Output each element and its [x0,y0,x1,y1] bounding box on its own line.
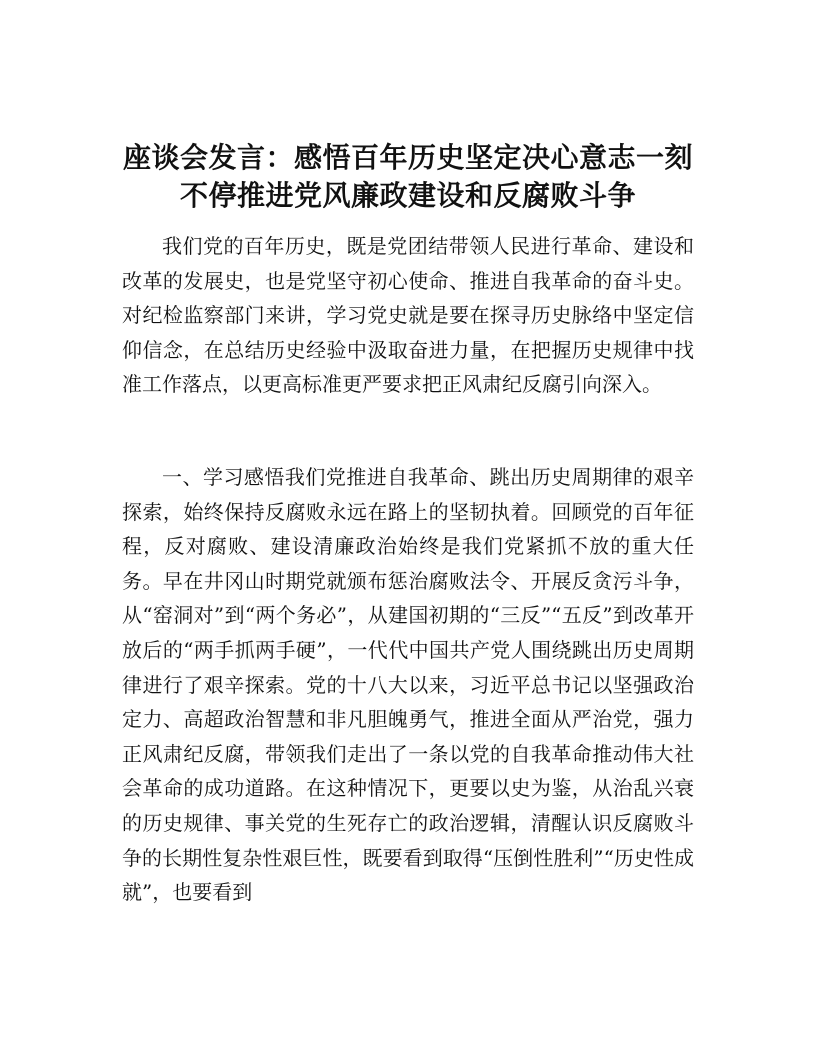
document-title [100,139,716,215]
paragraph-section-1: 一、学习感悟我们党推进自我革命、跳出历史周期律的艰辛探索，始终保持反腐败永远在路上的坚韧执着。回顾党的百年征程，反对腐败、建设清廉政治始终是我们党紧抓不放的重大任务。早在井冈山时期党就颁布惩治腐败法令、开展反贪污斗争，从“窑洞对”到“两个务必”，从建国初期的“三反”“五反”到改革开放后的“两手抓两手硬”，一代代中国共产党人围绕跳出历史周期律进行了艰辛探索。党的十八大以来，习近平总书记以坚强政治定力、高超政治智慧和非凡胆魄勇气，推进全面从严治党，强力正风肃纪反腐，带领我们走出了一条以党的自我革命推动伟大社会革命的成功道路。在这种情况下，更要以史为鉴，从治乱兴衰的历史规律、事关党的生死存亡的政治逻辑，清醒认识反腐败斗争的长期性复杂性艰巨性，既要看到取得“压倒性胜利”“历史性成就”，也要看到 [122,465,694,905]
title-line-1: 座谈会发言：感悟百年历史坚定决心意志一刻 [122,141,693,174]
title-line-2: 不停推进党风廉政建设和反腐败斗争 [179,179,636,212]
paragraph-intro: 我们党的百年历史，既是党团结带领人民进行革命、建设和改革的发展史，也是党坚守初心使命、推进自我革命的奋斗史。对纪检监察部门来讲，学习党史就是要在探寻历史脉络中坚定信仰信念，在总结历史经验中汲取奋进力量，在把握历史规律中找准工作落点，以更高标准更严要求把正风肃纪反腐引向深入。 [122,234,694,397]
